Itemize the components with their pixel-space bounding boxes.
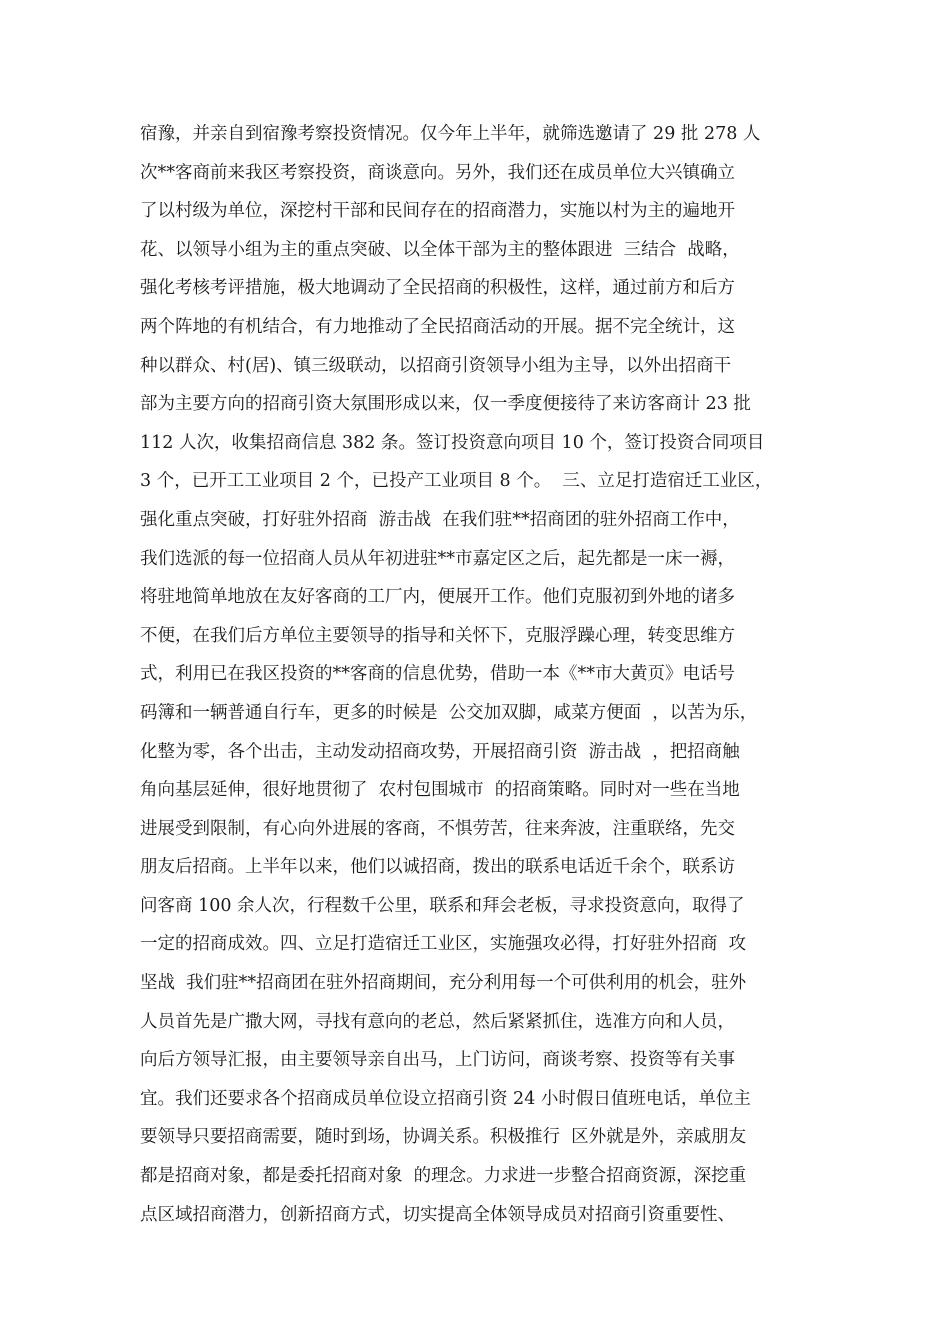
text-line: 不便，在我们后方单位主要领导的指导和关怀下，克服浮躁心理，转变思维方 <box>140 625 735 646</box>
text-line: 3 个，已开工工业项目 2 个，已投产工业项目 8 个。 三、立足打造宿迁工业区， <box>140 471 773 492</box>
text-line: 强化考核考评措施，极大地调动了全民招商的积极性，这样，通过前方和后方 <box>140 278 735 299</box>
text-line: 种以群众、村(居)、镇三级联动，以招商引资领导小组为主导，以外出招商干 <box>140 355 732 376</box>
text-line: 花、以领导小组为主的重点突破、以全体干部为主的整体跟进 三结合 战略， <box>140 239 740 260</box>
text-line: 宜。我们还要求各个招商成员单位设立招商引资 24 小时假日值班电话，单位主 <box>140 1088 751 1109</box>
text-line: 人员首先是广撒大网，寻找有意向的老总，然后紧紧抓住，选准方向和人员， <box>140 1011 735 1032</box>
text-line: 宿豫，并亲自到宿豫考察投资情况。仅今年上半年，就筛选邀请了 29 批 278 人 <box>140 124 761 144</box>
text-line: 两个阵地的有机结合，有力地推动了全民招商活动的开展。据不完全统计，这 <box>140 316 735 337</box>
text-line: 式，利用已在我区投资的**客商的信息优势，借助一本《**市大黄页》电话号 <box>140 664 735 685</box>
text-line: 要领导只要招商需要，随时到场，协调关系。积极推行 区外就是外，亲戚朋友 <box>140 1127 747 1148</box>
text-line: 码簿和一辆普通自行车，更多的时候是 公交加双脚，咸菜方便面 ，以苦为乐， <box>140 702 758 723</box>
text-line: 角向基层延伸，很好地贯彻了 农村包围城市 的招商策略。同时对一些在当地 <box>140 780 740 801</box>
text-line: 朋友后招商。上半年以来，他们以诚招商，拨出的联系电话近千余个，联系访 <box>140 857 735 878</box>
text-line: 部为主要方向的招商引资大氛围形成以来，仅一季度便接待了来访客商计 23 批 <box>140 394 751 415</box>
text-line: 强化重点突破，打好驻外招商 游击战 在我们驻**招商团的驻外招商工作中， <box>140 509 740 530</box>
body-text <box>140 115 820 1234</box>
text-line: 都是招商对象，都是委托招商对象 的理念。力求进一步整合招商资源，深挖重 <box>140 1166 747 1187</box>
text-line: 问客商 100 余人次，行程数千公里，联系和拜会老板，寻求投资意向，取得了 <box>140 895 745 916</box>
text-line: 进展受到限制，有心向外进展的客商，不惧劳苦，往来奔波，注重联络，先交 <box>140 818 735 839</box>
text-line: 次**客商前来我区考察投资，商谈意向。另外，我们还在成员单位大兴镇确立 <box>140 162 735 183</box>
text-line: 向后方领导汇报，由主要领导亲自出马，上门访问，商谈考察、投资等有关事 <box>140 1050 735 1071</box>
text-line: 112 人次，收集招商信息 382 条。签订投资意向项目 10 个，签订投资合同项目 <box>140 432 765 453</box>
text-line: 了以村级为单位，深挖村干部和民间存在的招商潜力，实施以村为主的遍地开 <box>140 201 735 222</box>
text-line: 化整为零，各个出击，主动发动招商攻势，开展招商引资 游击战 ，把招商触 <box>140 741 740 762</box>
text-line: 一定的招商成效。四、立足打造宿迁工业区，实施强攻必得，打好驻外招商 攻 <box>140 934 747 955</box>
text-line: 点区域招商潜力，创新招商方式，切实提高全体领导成员对招商引资重要性、 <box>140 1204 735 1225</box>
text-line: 坚战 我们驻**招商团在驻外招商期间，充分利用每一个可供利用的机会，驻外 <box>140 973 747 994</box>
text-line: 将驻地简单地放在友好客商的工厂内，便展开工作。他们克服初到外地的诸多 <box>140 587 735 608</box>
text-line: 我们选派的每一位招商人员从年初进驻**市嘉定区之后，起先都是一床一褥， <box>140 548 735 569</box>
